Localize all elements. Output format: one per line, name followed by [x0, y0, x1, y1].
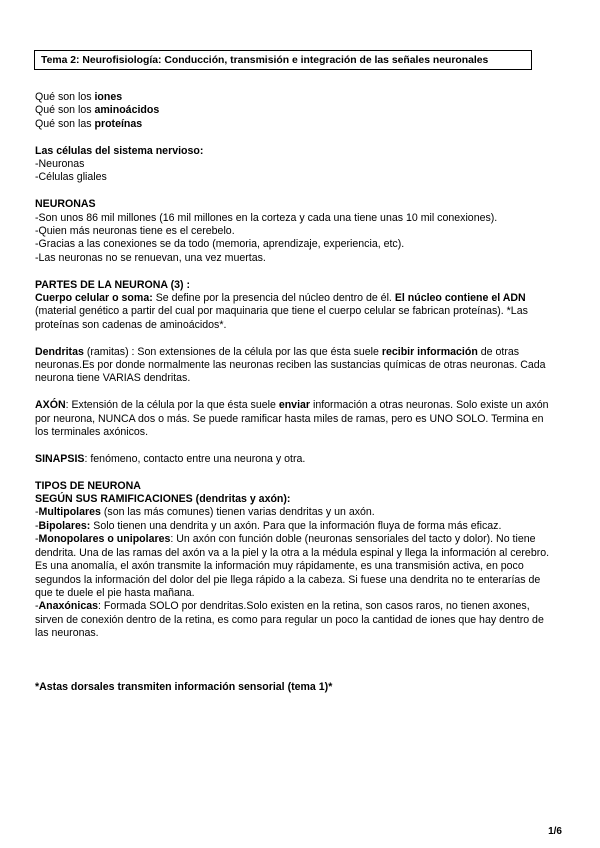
cuerpo-paragraph: [35, 292, 557, 332]
tipos-heading: [35, 480, 557, 493]
partes-section: [35, 279, 557, 467]
tipo-text: (son las más comunes) tienen varias dendritas y un axón.: [100, 506, 375, 519]
intro-text: Qué son los: [35, 91, 95, 103]
partes-heading: [35, 279, 557, 292]
document-body: [35, 91, 557, 694]
dendritas-text: (ramitas) : Son extensiones de la célula por las que ésta suele: [83, 345, 382, 358]
tipo-item: [35, 520, 557, 533]
neuronas-item: -Son unos 86 mil millones (16 mil millones en la corteza y cada una tiene unas 10 mil conexiones).: [35, 211, 498, 224]
tipo-term: Bipolares:: [38, 519, 91, 532]
cells-heading-text: Las células del sistema nervioso:: [35, 144, 204, 157]
intro-section: [35, 91, 557, 131]
tipo-item: [35, 600, 557, 640]
tipo-dash: -: [35, 600, 39, 613]
neuronas-heading: [35, 198, 557, 211]
tipo-text: : Formada SOLO por dendritas.Solo existen en la retina, son casos raros, no tienen axones, sirven de conexión dentro de la retina, es como para regular un poco la cantidad de iones que hay dentro de las neuronas.: [35, 600, 544, 640]
tipos-subheading: [35, 493, 557, 506]
intro-line: [35, 104, 557, 117]
neuronas-item: -Quien más neuronas tiene es el cerebelo.: [35, 225, 235, 238]
neuronas-item: -Las neuronas no se renuevan, una vez muertas.: [35, 251, 266, 264]
intro-term: proteínas: [94, 117, 143, 130]
dendritas-paragraph: [35, 346, 557, 386]
neuronas-heading-text: NEURONAS: [35, 198, 96, 211]
tipo-text: : Un axón con función doble (neuronas sensoriales del tacto y dolor). No tiene dendrita. Una de las ramas del axón va a la piel y la otra a la médula espinal y llega la información al cerebro. Es una anomalía, el axón transmite la información muy rápidamente, es una transmisión activa, en poco segundos la información del dolor del pie llega rápido a la cabeza. Si fuese una dendrita no te enterarías de que te duele el pie hasta mañana.: [35, 533, 550, 599]
tipos-section: [35, 480, 557, 641]
cuerpo-text-2: (material genético a partir del cual por maquinaria que tiene el cuerpo celular se fabrican proteínas). *Las proteínas son cadenas de aminoácidos*.: [35, 305, 528, 331]
intro-term: aminoácidos: [94, 104, 160, 117]
intro-term: iones: [94, 91, 123, 103]
tipo-term: Anaxónicas: [38, 600, 98, 613]
tipo-term: Multipolares: [38, 506, 101, 519]
neuronas-section: [35, 198, 557, 265]
intro-line: [35, 91, 557, 104]
partes-heading-text: PARTES DE LA NEURONA (3) :: [35, 278, 190, 291]
axon-text-2: información a otras neuronas. Solo existe un axón por neurona, NUNCA dos o más. Se puede ramificar hasta miles de ramas, pero es UNO SOLO. Termina en los terminales axónicos.: [35, 399, 549, 439]
tipo-term: Monopolares o unipolares: [38, 533, 171, 546]
sinapsis-term: SINAPSIS: [35, 452, 85, 465]
tipo-dash: -: [35, 533, 39, 546]
intro-text: Qué son los: [35, 104, 95, 117]
cells-item: -Neuronas: [35, 158, 85, 171]
cuerpo-term: Cuerpo celular o soma:: [35, 292, 153, 305]
sinapsis-text: : fenómeno, contacto entre una neurona y otra.: [84, 452, 306, 465]
cells-heading: [35, 145, 557, 158]
page-title: Tema 2: Neurofisiología: Conducción, transmisión e integración de las señales neuronales: [34, 50, 532, 70]
page-number: 1/6: [548, 826, 562, 837]
tipo-item: [35, 533, 557, 600]
tipos-heading-text: TIPOS DE NEURONA: [35, 479, 141, 492]
axon-term: AXÓN: [35, 399, 66, 412]
note: [35, 681, 557, 694]
neuronas-item: -Gracias a las conexiones se da todo (memoria, aprendizaje, experiencia, etc).: [35, 238, 405, 251]
tipo-dash: -: [35, 519, 39, 532]
axon-text: : Extensión de la célula por la que ésta suele: [65, 399, 279, 412]
intro-text: Qué son las: [35, 117, 95, 130]
sinapsis-paragraph: [35, 453, 557, 466]
tipo-text: Solo tienen una dendrita y un axón. Para que la información fluya de forma más eficaz.: [90, 519, 502, 532]
cells-item: -Células gliales: [35, 171, 107, 184]
intro-line: [35, 118, 557, 131]
axon-paragraph: [35, 399, 557, 439]
dendritas-term: Dendritas: [35, 345, 84, 358]
note-text: *Astas dorsales transmiten información sensorial (tema 1)*: [35, 680, 333, 693]
dendritas-text-2: de otras neuronas.Es por donde normalmente las neuronas reciben las sustancias químicas de otras neuronas. Cada neurona tiene VARIAS dendritas.: [35, 345, 546, 385]
axon-bold: enviar: [278, 399, 311, 412]
tipo-dash: -: [35, 506, 39, 519]
dendritas-bold: recibir información: [381, 345, 478, 358]
tipo-item: [35, 506, 557, 519]
cuerpo-text: Se define por la presencia del núcleo dentro de él.: [152, 292, 395, 305]
cells-section: [35, 145, 557, 185]
tipos-subheading-text: SEGÚN SUS RAMIFICACIONES (dendritas y axón):: [35, 493, 291, 506]
cuerpo-bold: El núcleo contiene el ADN: [394, 292, 526, 305]
